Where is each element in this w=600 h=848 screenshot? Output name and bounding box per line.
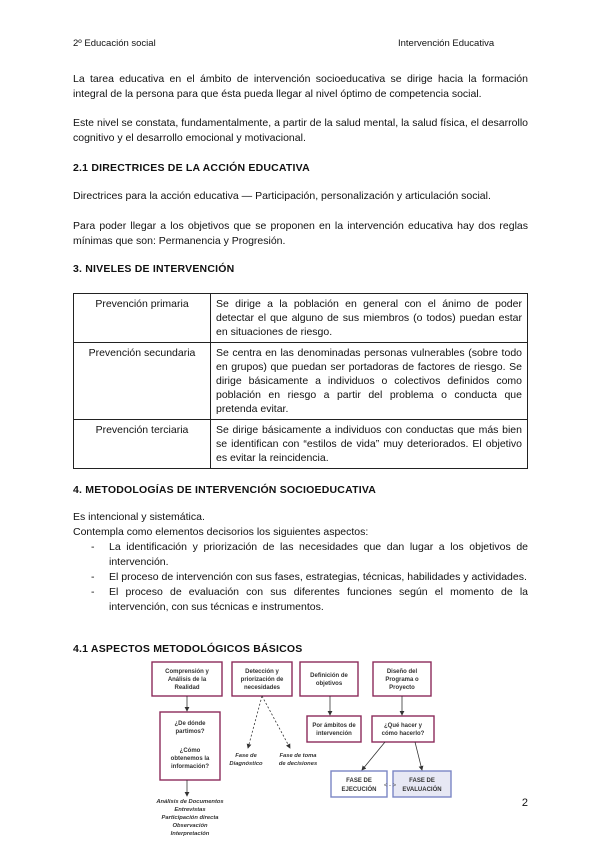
level-name: Prevención terciaria	[74, 420, 211, 469]
areas-line1: Por ámbitos de	[312, 723, 356, 729]
header-subject: Intervención Educativa	[398, 38, 495, 49]
q2-line2: obtenemos la	[170, 756, 210, 762]
box-ambitos	[307, 716, 361, 742]
q3-line2: cómo hacerlo?	[381, 731, 425, 737]
heading-directrices: 2.1 DIRECTRICES DE LA ACCIÓN EDUCATIVA	[73, 162, 310, 174]
level-description: Se dirige básicamente a individuos con conductas que más bien se identifican con “estilos de vida” muy deteriorados. El objetivo es evitar la reincidencia.	[211, 420, 528, 469]
level-description: Se centra en las denominadas personas vulnerables (sobre todo en grupos) que puedan ser portadoras de factores de riesgo. Se dirige básicamente a individuos o colectivos definidos como población en riesgo a partir del problema o conducta que pretenda evitar.	[211, 343, 528, 420]
list-item: - La identificación y priorización de las necesidades que dan lugar a los objetivos de intervención.	[91, 541, 528, 568]
phase1-line2: Diagnóstico	[229, 761, 263, 767]
header-course: 2º Educación social	[73, 38, 156, 49]
q2-line1: ¿Cómo	[179, 748, 201, 754]
exec-eval-arrows: < - >	[383, 783, 397, 789]
box-que-hacer	[372, 716, 434, 742]
paragraph-intencional: Es intencional y sistemática.	[73, 511, 205, 523]
level-name: Prevención primaria	[74, 294, 211, 343]
phase1-line1: Fase de	[235, 753, 257, 759]
method-1: Análisis de Documentos	[156, 799, 224, 805]
method-5: Interpretación	[170, 831, 210, 837]
list-item-text: La identificación y priorización de las necesidades que dan lugar a los objetivos de intervención.	[109, 541, 528, 568]
box4-line1: Diseño del	[386, 669, 418, 675]
box1-line2: Análisis de la	[167, 677, 207, 683]
q3-line1: ¿Qué hacer y	[383, 723, 423, 729]
arrow-5	[248, 696, 262, 748]
exec-line1: FASE DE	[346, 778, 372, 784]
areas-line2: intervención	[316, 731, 352, 737]
q1-line1: ¿De dónde	[174, 721, 206, 727]
arrow-6	[262, 696, 290, 748]
phase2-line2: de decisiones	[278, 761, 318, 767]
q1-line2: partimos?	[175, 729, 205, 735]
heading-metodologias: 4. METODOLOGÍAS DE INTERVENCIÓN SOCIOEDUCATIVA	[73, 484, 377, 496]
heading-niveles: 3. NIVELES DE INTERVENCIÓN	[73, 263, 235, 275]
list-item-text: El proceso de intervención con sus fases, estrategias, técnicas, habilidades y actividades.	[109, 571, 527, 583]
paragraph-directrices: Directrices para la acción educativa — Participación, personalización y articulación social.	[73, 190, 491, 202]
q2-line3: información?	[170, 764, 210, 770]
paragraph-reglas: Para poder llegar a los objetivos que se proponen en la intervención educativa hay dos reglas mínimas que son: Permanencia y Progresión.	[73, 220, 528, 247]
paragraph-contempla: Contempla como elementos decisorios los siguientes aspectos:	[73, 526, 369, 538]
method-2: Entrevistas	[174, 807, 206, 813]
exec-line2: EJECUCIÓN	[341, 787, 377, 793]
box-evaluacion	[393, 771, 451, 797]
box3-line1: Definición de	[310, 673, 348, 679]
box1-line3: Realidad	[174, 685, 200, 691]
eval-line2: EVALUACIÓN	[402, 787, 442, 793]
box2-line1: Detección y	[245, 669, 279, 675]
arrow-7	[362, 742, 385, 770]
box2-line3: necesidades	[243, 685, 281, 691]
box3-line2: objetivos	[315, 681, 343, 687]
level-description: Se dirige a la población en general con el ánimo de poder detectar el que alguno de sus miembros (o todos) puedan estar en situaciones de riesgo.	[211, 294, 528, 343]
list-item-text: El proceso de evaluación con sus diferentes funciones según el momento de la intervención, con sus técnicas e instrumentos.	[109, 586, 528, 613]
list-item: - El proceso de evaluación con sus diferentes funciones según el momento de la intervención, con sus técnicas e instrumentos.	[91, 586, 528, 613]
level-name: Prevención secundaria	[74, 343, 211, 420]
page-number: 2	[521, 797, 528, 809]
box4-line2: Programa o	[385, 677, 419, 683]
eval-line1: FASE DE	[409, 778, 435, 784]
paragraph-levels: Este nivel se constata, fundamentalmente, a partir de la salud mental, la salud física, el desarrollo cognitivo y el desarrollo emocional y motivacional.	[73, 117, 528, 144]
box1-line1: Comprensión y	[165, 669, 209, 675]
list-item: - El proceso de intervención con sus fases, estrategias, técnicas, habilidades y actividades.	[91, 571, 527, 583]
paragraph-intro: La tarea educativa en el ámbito de intervención socioeducativa se dirige hacia la formación integral de la persona para que ésta pueda llegar al nivel óptimo de competencia social.	[73, 73, 528, 100]
box-objetivos	[300, 662, 358, 696]
method-3: Participación directa	[161, 815, 219, 821]
method-4: Observación	[172, 823, 208, 829]
arrow-8	[415, 742, 422, 770]
heading-aspectos: 4.1 ASPECTOS METODOLÓGICOS BÁSICOS	[73, 643, 303, 655]
phase2-line1: Fase de toma	[279, 753, 317, 759]
box2-line2: priorización de	[240, 677, 284, 683]
box4-line3: Proyecto	[389, 685, 415, 691]
box-ejecucion	[331, 771, 387, 797]
